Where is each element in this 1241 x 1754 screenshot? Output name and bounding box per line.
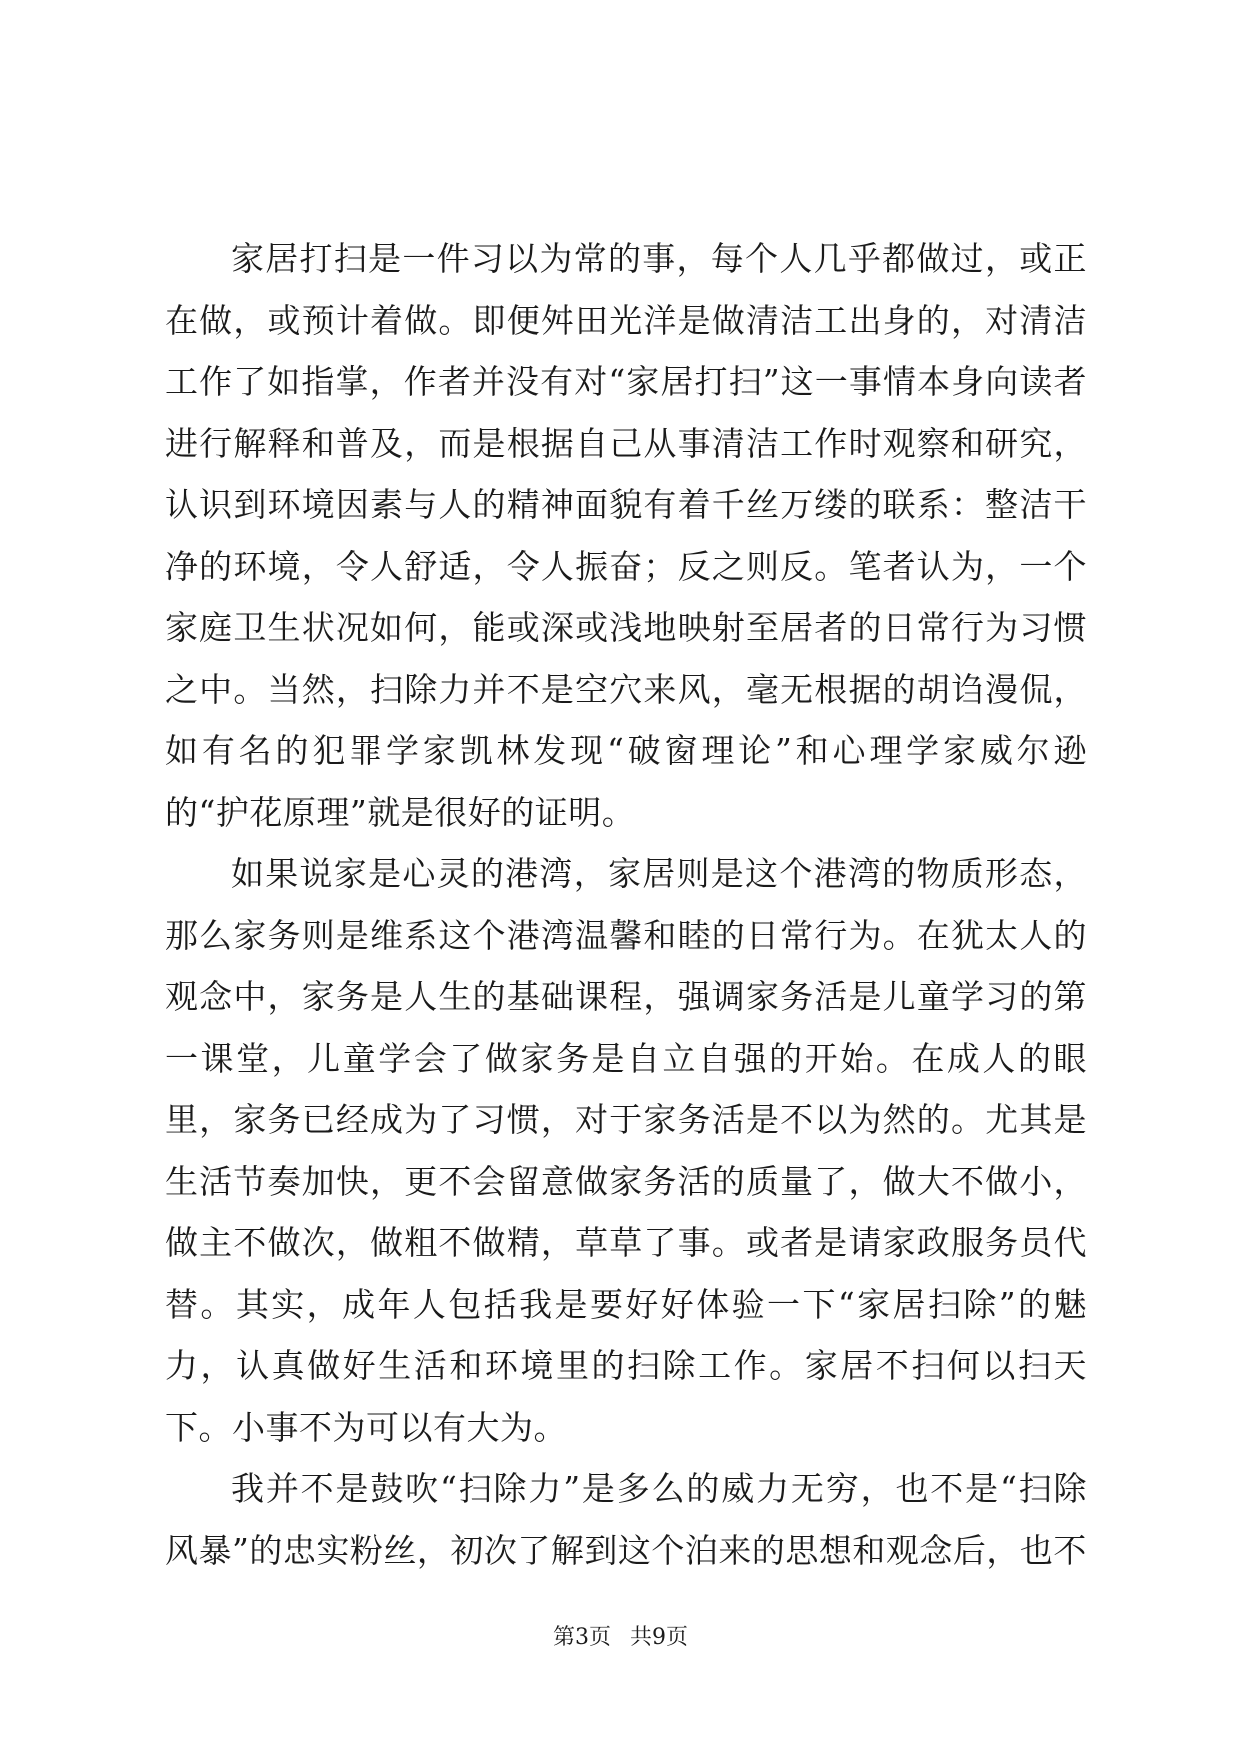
page-number: 第3页 [553,1625,611,1650]
paragraph-3: 我并不是鼓吹“扫除力”是多么的威力无穷，也不是“扫除风暴”的忠实粉丝，初次了解到这个泊来的思想和观念后，也不 [165,1469,1087,1570]
paragraph-1: 家居打扫是一件习以为常的事，每个人几乎都做过，或正在做，或预计着做。即便舛田光洋是做清洁工出身的，对清洁工作了如指掌，作者并没有对“家居打扫”这一事情本身向读者进行解释和普及，而是根据自己从事清洁工作时观察和研究，认识到环境因素与人的精神面貌有着千丝万缕的联系：整洁干净的环境，令人舒适，令人振奋；反之则反。笔者认为，一个家庭卫生状况如何，能或深或浅地映射至居者的日常行为习惯之中。当然，扫除力并不是空穴来风，毫无根据的胡诌漫侃，如有名的犯罪学家凯林发现“破窗理论”和心理学家威尔逊的“护花原理”就是很好的证明。 [165,239,1087,832]
page-footer [0,1620,1241,1651]
document-body [165,228,1087,1581]
page-total: 共9页 [630,1625,688,1650]
paragraph-2: 如果说家是心灵的港湾，家居则是这个港湾的物质形态，那么家务则是维系这个港湾温馨和睦的日常行为。在犹太人的观念中，家务是人生的基础课程，强调家务活是儿童学习的第一课堂，儿童学会了做家务是自立自强的开始。在成人的眼里，家务已经成为了习惯，对于家务活是不以为然的。尤其是生活节奏加快，更不会留意做家务活的质量了，做大不做小，做主不做次，做粗不做精，草草了事。或者是请家政服务员代替。其实，成年人包括我是要好好体验一下“家居扫除”的魅力，认真做好生活和环境里的扫除工作。家居不扫何以扫天下。小事不为可以有大为。 [165,854,1087,1447]
